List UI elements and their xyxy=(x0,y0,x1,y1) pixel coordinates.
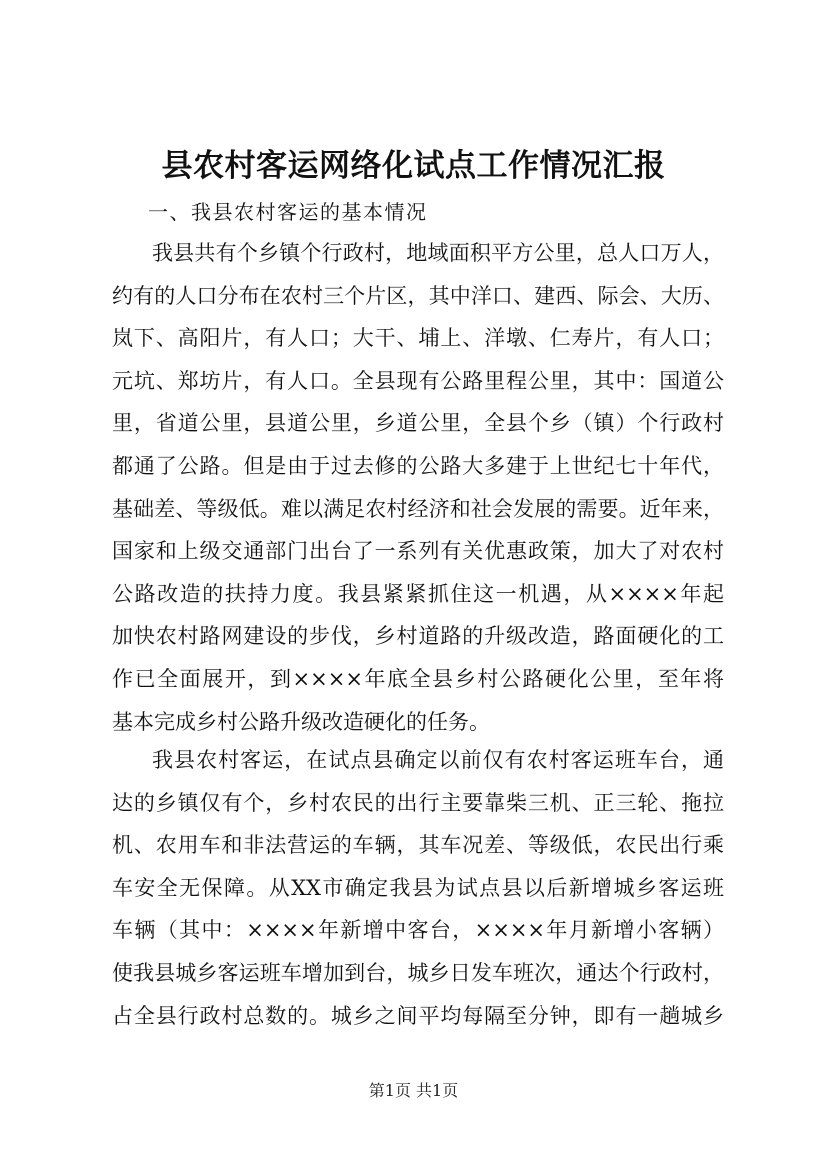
paragraph-line: 元坑、郑坊片，有人口。全县现有公路里程公里，其中：国道公 xyxy=(112,368,724,393)
paragraph-line: 公路改造的扶持力度。我县紧紧抓住这一机遇，从××××年起 xyxy=(112,581,724,606)
paragraph-line: 机、农用车和非法营运的车辆，其车况差、等级低，农民出行乘 xyxy=(112,833,724,858)
paragraph-line: 我县共有个乡镇个行政村，地域面积平方公里，总人口万人， xyxy=(152,241,724,265)
paragraph-line: 国家和上级交通部门出台了一系列有关优惠政策，加大了对农村 xyxy=(112,539,724,564)
paragraph-line: 占全县行政村总数的。城乡之间平均每隔至分钟，即有一趟城乡 xyxy=(112,1003,724,1028)
paragraph-1 xyxy=(112,232,724,743)
paragraph-line: 使我县城乡客运班车增加到台，城乡日发车班次，通达个行政村， xyxy=(112,960,724,985)
paragraph-line: 作已全面展开，到××××年底全县乡村公路硬化公里，至年将 xyxy=(112,666,724,691)
paragraph-line: 里，省道公里，县道公里，乡道公里，全县个乡（镇）个行政村 xyxy=(112,411,724,436)
document-title: 县农村客运网络化试点工作情况汇报 xyxy=(161,148,666,184)
paragraph-2 xyxy=(112,739,724,1037)
paragraph-line: 加快农村路网建设的步伐，乡村道路的升级改造，路面硬化的工 xyxy=(112,624,724,649)
paragraph-line: 都通了公路。但是由于过去修的公路大多建于上世纪七十年代， xyxy=(112,453,724,478)
paragraph-line: 达的乡镇仅有个，乡村农民的出行主要靠柴三机、正三轮、拖拉 xyxy=(112,790,724,815)
paragraph-line: 基本完成乡村公路升级改造硬化的任务。 xyxy=(112,709,490,734)
section-heading: 一、我县农村客运的基本情况 xyxy=(148,200,428,224)
paragraph-line: 基础差、等级低。难以满足农村经济和社会发展的需要。近年来， xyxy=(112,496,724,521)
page-number-footer: 第1页 共1页 xyxy=(368,1081,459,1100)
paragraph-line: 我县农村客运，在试点县确定以前仅有农村客运班车台，通 xyxy=(152,748,724,772)
paragraph-line: 车辆（其中：××××年新增中客台，××××年月新增小客辆） xyxy=(112,918,724,943)
paragraph-line: 车安全无保障。从XX市确定我县为试点县以后新增城乡客运班 xyxy=(112,875,724,900)
paragraph-line: 约有的人口分布在农村三个片区，其中洋口、建西、际会、大历、 xyxy=(112,283,724,308)
paragraph-line: 岚下、高阳片，有人口；大干、埔上、洋墩、仁寿片，有人口； xyxy=(112,326,724,351)
